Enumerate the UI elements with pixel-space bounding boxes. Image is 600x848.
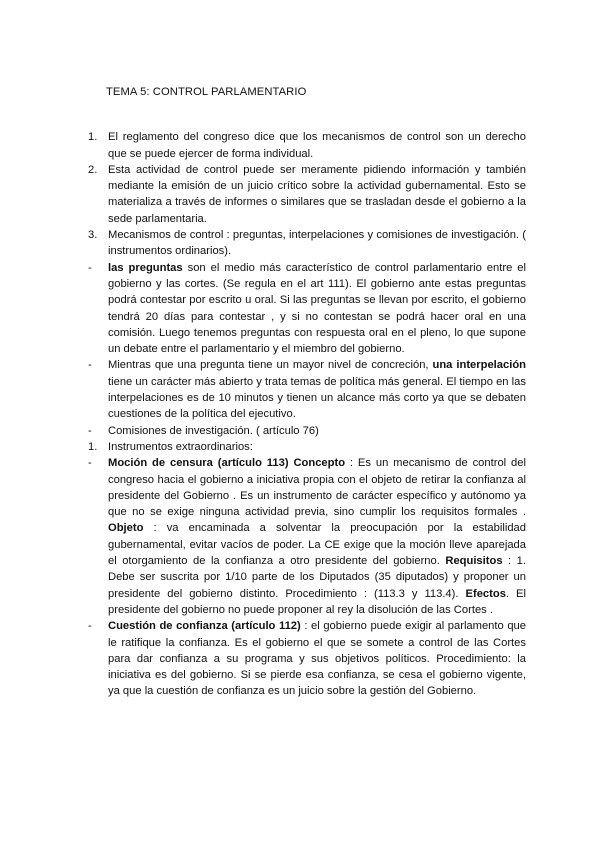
item-marker: 2. (88, 163, 98, 176)
text-segment: : el gobierno puede exigir al parlamento que le ratifique la confianza. Es el gobierno el que se somete a control de las Cortes para dar confianza a su programa y sus objetivos políticos. Procedimiento: la iniciativa es del gobierno. Si se pierde esa confianza, se cesa el gobierno vigente, ya que la cuestión de confianza es un juicio sobre la gestión del Gobierno. (108, 620, 526, 698)
bold-term: Objeto (108, 522, 144, 535)
text-segment: Mientras que una pregunta tiene un mayor nivel de concreción, (108, 359, 433, 372)
text-segment: son el medio más característico de control parlamentario entre el gobierno y las cortes. (Se regula en el art 111). El gobierno ante estas preguntas podrá contestar por escrito u oral. Si las preguntas se llevan por escrito, el gobierno tendrá 20 días para contestar , y si no contestan se podrá hacer oral en una comisión. Luego tenemos preguntas con respuesta oral en el pleno, lo que supone un debate entre el parlamentario y el miembro del gobierno. (108, 261, 526, 356)
item-marker: - (88, 424, 92, 437)
item-text (108, 439, 526, 455)
bullet-item (88, 455, 526, 618)
document-list (88, 129, 526, 699)
document-title: TEMA 5: CONTROL PARLAMENTARIO (106, 86, 307, 98)
text-segment: El reglamento del congreso dice que los mecanismos de control son un derecho que se puede ejercer de forma individual. (108, 131, 526, 160)
item-marker: - (88, 620, 92, 633)
bullet-item (88, 423, 526, 439)
item-text (108, 357, 526, 422)
text-segment: tiene un carácter más abierto y trata temas de política más general. El tiempo en las interpelaciones es de 10 minutos y tienen un alcance más corto ya que se debaten cuestiones de la política del ejecutivo. (108, 375, 526, 421)
item-marker: - (88, 261, 92, 274)
text-segment: : Es un mecanismo de control del congreso hacia el gobierno a iniciativa propia con el objeto de retirar la confianza al presidente del Gobierno . Es un instrumento de carácter específico y autónomo ya que no se exige ninguna actividad previa, sino cumplir los requisitos formales . (108, 457, 526, 519)
item-marker: - (88, 457, 92, 470)
item-text (108, 423, 526, 439)
bullet-item (88, 357, 526, 422)
numbered-item (88, 227, 526, 260)
bold-term: las preguntas (108, 261, 183, 274)
numbered-item (88, 129, 526, 162)
text-segment: : va encaminada a solventar la preocupación por la estabilidad gubernamental, evitar vacíos de poder. La CE exige que la moción lleve aparejada el otorgamiento de la confianza a otro presidente del gobierno. (108, 522, 526, 568)
bullet-item (88, 260, 526, 358)
item-marker: 1. (88, 440, 98, 453)
bold-term: Moción de censura (artículo 113) Concepto (108, 457, 346, 470)
text-segment: Instrumentos extraordinarios: (108, 440, 253, 453)
numbered-item (88, 162, 526, 227)
bullet-item (88, 618, 526, 699)
item-text (108, 129, 526, 162)
bold-term: Cuestión de confianza (artículo 112) (108, 620, 301, 633)
item-text (108, 227, 526, 260)
text-segment: Mecanismos de control : preguntas, interpelaciones y comisiones de investigación. ( instrumentos ordinarios). (108, 229, 526, 258)
item-text (108, 162, 526, 227)
item-text (108, 455, 526, 618)
item-marker: 1. (88, 131, 98, 144)
bold-term: Efectos (465, 587, 506, 600)
item-marker: - (88, 359, 92, 372)
text-segment: . El presidente del gobierno no puede proponer al rey la disolución de las Cortes . (108, 587, 526, 616)
numbered-item (88, 439, 526, 455)
bold-term: una interpelación (432, 359, 526, 372)
text-segment: : 1. Debe ser suscrita por 1/10 parte de los Diputados (35 diputados) y proponer un presidente del gobierno distinto. Procedimiento : (113.3 y 113.4). (108, 555, 526, 600)
text-segment: Comisiones de investigación. ( artículo 76) (108, 424, 319, 437)
bold-term: Requisitos (445, 555, 503, 568)
text-segment: Esta actividad de control puede ser meramente pidiendo información y también mediante la emisión de un juicio crítico sobre la actividad gubernamental. Esto se materializa a través de informes o similares que se trasladan desde el gobierno a la sede parlamentaria. (108, 163, 526, 225)
item-text (108, 618, 526, 699)
item-text (108, 260, 526, 358)
item-marker: 3. (88, 229, 98, 242)
